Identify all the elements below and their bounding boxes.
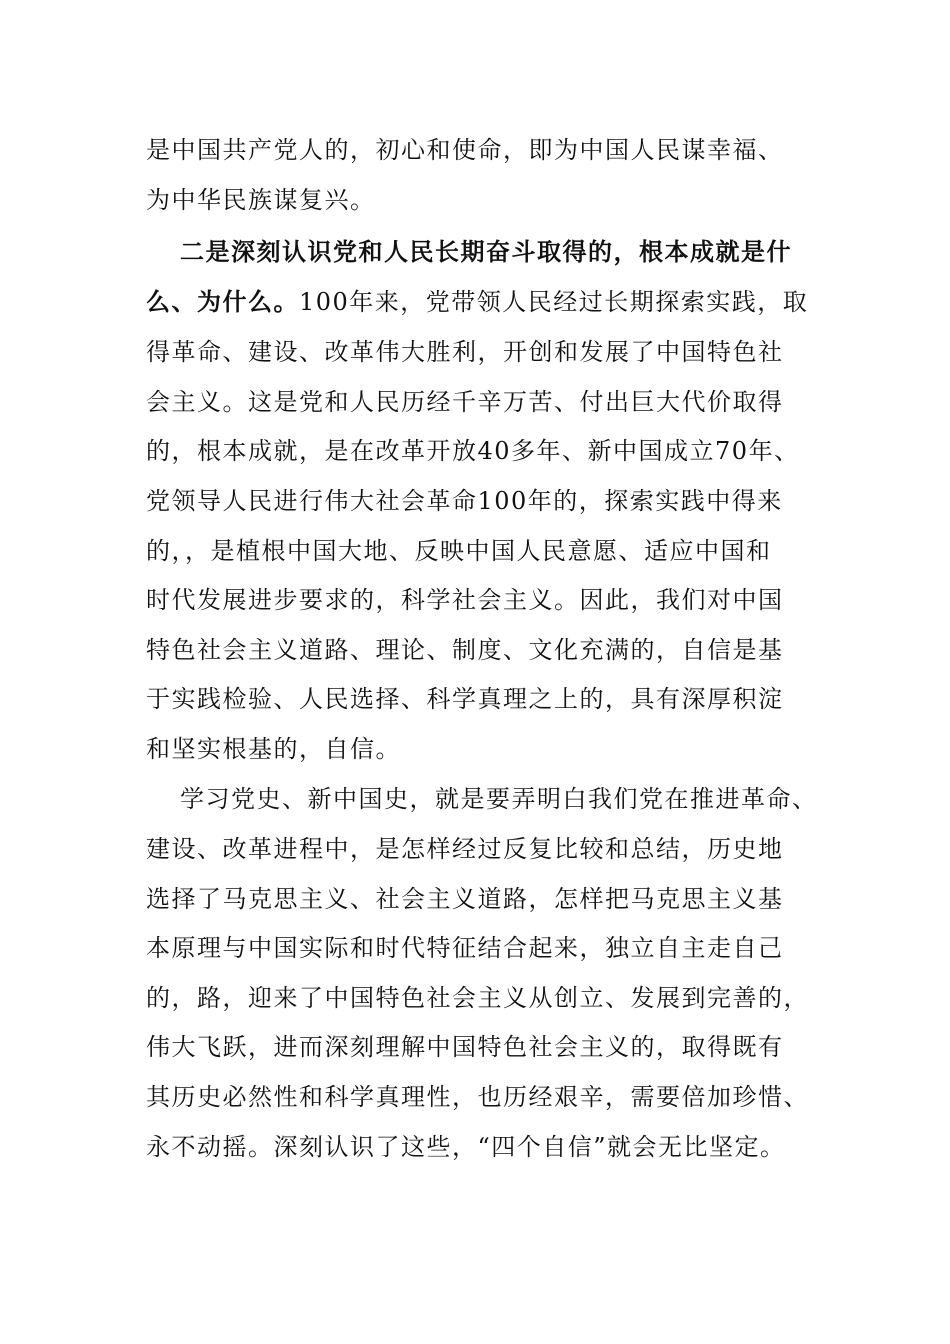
para2-heading: 二是深刻认识党和人民长期奋斗取得的，根本成就是什 bbox=[180, 237, 792, 266]
para2-line: 时代发展进步要求的，科学社会主义。因此，我们对中国 bbox=[146, 586, 784, 614]
para2-line: 和坚实根基的，自信。 bbox=[146, 735, 401, 763]
para2-line: 党领导人民进行伟大社会革命100年的，探索实践中得来 bbox=[146, 487, 783, 515]
para2-line: 于实践检验、人民选择、科学真理之上的，具有深厚积淀 bbox=[146, 685, 784, 713]
para3-line: 伟大飞跃，进而深刻理解中国特色社会主义的，取得既有 bbox=[146, 1033, 784, 1061]
para3-line: 的，路，迎来了中国特色社会主义从创立、发展到完善的， bbox=[146, 984, 809, 1012]
para2-heading-cont: 么、为什么。 bbox=[146, 287, 299, 316]
para2-line-rest: 100年来，党带领人民经过长期探索实践，取 bbox=[299, 288, 809, 316]
para2-line: 特色社会主义道路、理论、制度、文化充满的，自信是基 bbox=[146, 636, 784, 664]
para2-line bbox=[146, 287, 808, 317]
para3-line: 永不动摇。深刻认识了这些，“四个自信”就会无比坚定。 bbox=[146, 1133, 786, 1161]
para2-line: 的，根本成就，是在改革开放40多年、新中国成立70年、 bbox=[146, 437, 800, 465]
para3-line: 建设、改革进程中，是怎样经过反复比较和总结，历史地 bbox=[146, 835, 784, 863]
para3-line: 学习党史、新中国史，就是要弄明白我们党在推进革命、 bbox=[180, 785, 818, 813]
para3-line: 其历史必然性和科学真理性，也历经艰辛，需要倍加珍惜、 bbox=[146, 1083, 809, 1111]
para2-line: 的，，是植根中国大地、反映中国人民意愿、适应中国和 bbox=[146, 537, 772, 565]
para1-line: 为中华民族谋复兴。 bbox=[146, 186, 376, 214]
para3-line: 选择了马克思主义、社会主义道路，怎样把马克思主义基 bbox=[146, 885, 784, 913]
para1-line: 是中国共产党人的，初心和使命，即为中国人民谋幸福、 bbox=[146, 136, 784, 164]
para2-line: 会主义。这是党和人民历经千辛万苦、付出巨大代价取得 bbox=[146, 388, 784, 416]
para2-line: 得革命、建设、改革伟大胜利，开创和发展了中国特色社 bbox=[146, 338, 784, 366]
para3-line: 本原理与中国实际和时代特征结合起来，独立自主走自己 bbox=[146, 934, 784, 962]
